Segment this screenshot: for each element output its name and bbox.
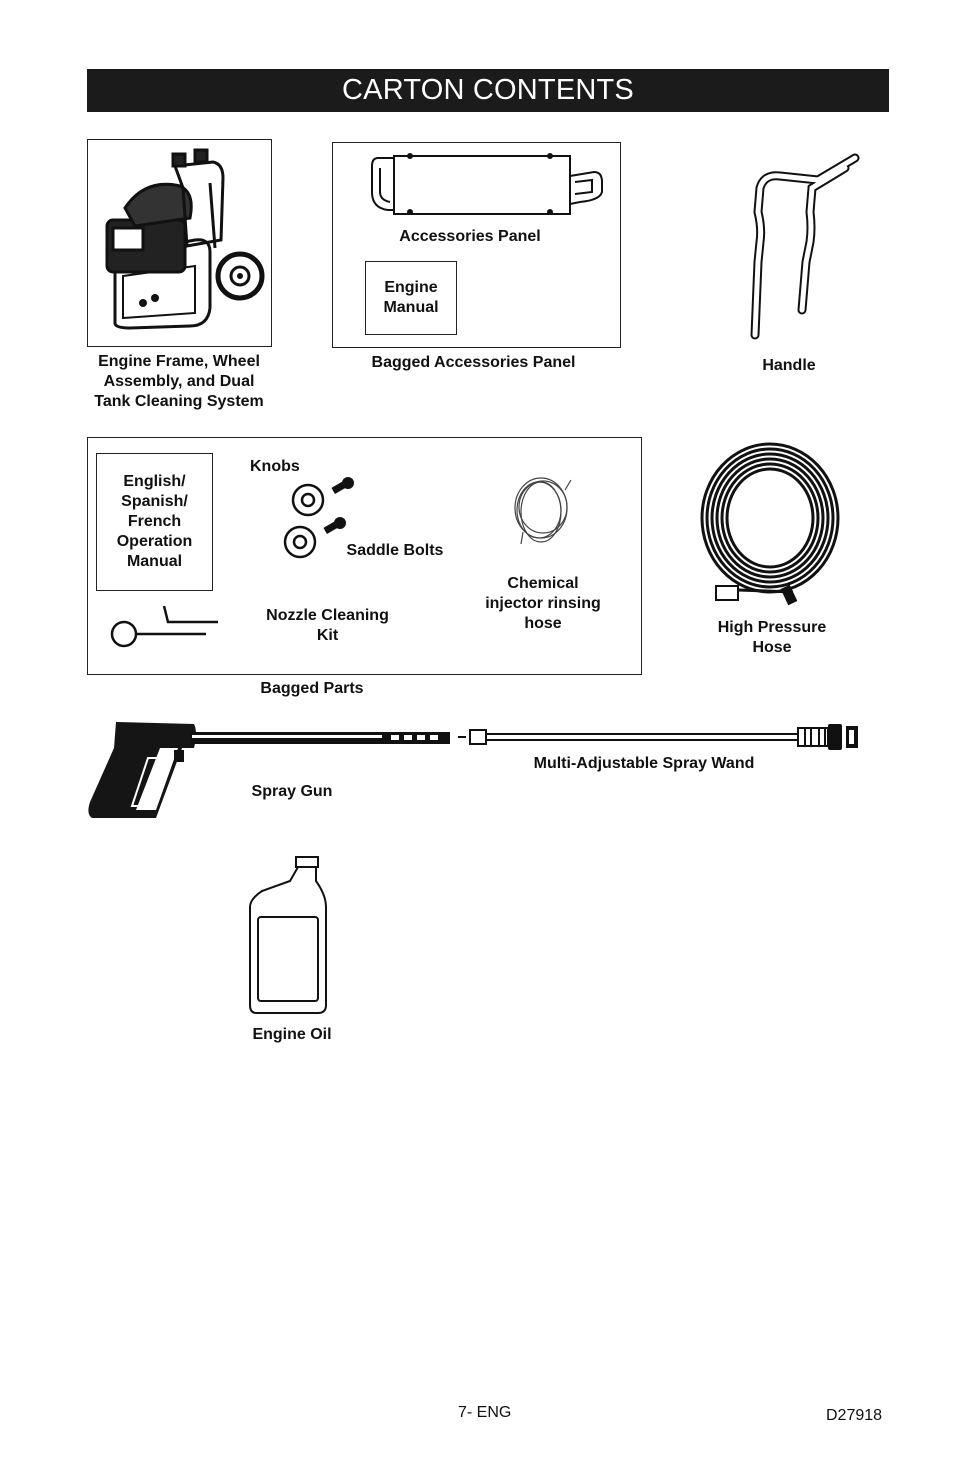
handle-illustration (740, 150, 865, 342)
bagged-parts-label: Bagged Parts (260, 680, 364, 697)
engine-manual-label: Engine Manual (383, 279, 439, 316)
nozzle-kit-illustration (106, 604, 226, 650)
page-title: CARTON CONTENTS (342, 74, 634, 106)
spray-gun-illustration (86, 718, 456, 822)
saddle-bolts-label: Saddle Bolts (346, 542, 444, 559)
chemical-hose-illustration (505, 472, 577, 550)
page-title-banner (87, 69, 889, 112)
spray-gun-label: Spray Gun (251, 783, 333, 800)
engine-manual-box (365, 261, 457, 335)
handle-label: Handle (762, 357, 816, 374)
high-pressure-hose-label: High Pressure Hose (717, 619, 827, 656)
spray-wand-illustration (458, 720, 863, 756)
bagged-accessories-panel-label: Bagged Accessories Panel (371, 354, 576, 371)
accessories-panel-label: Accessories Panel (399, 228, 541, 245)
engine-oil-label: Engine Oil (252, 1026, 332, 1043)
accessories-panel-illustration (370, 152, 605, 216)
operation-manual-box (96, 453, 213, 591)
operation-manual-label: English/ Spanish/ French Operation Manual (116, 473, 193, 570)
chemical-hose-label: Chemical injector rinsing hose (485, 575, 601, 632)
engine-frame-label: Engine Frame, Wheel Assembly, and Dual Tank Cleaning System (94, 353, 264, 410)
engine-frame-illustration (95, 148, 265, 340)
knobs-label: Knobs (250, 458, 300, 475)
nozzle-kit-label: Nozzle Cleaning Kit (266, 607, 389, 644)
engine-oil-illustration (248, 855, 328, 1015)
document-code: D27918 (826, 1407, 883, 1424)
high-pressure-hose-illustration (698, 440, 843, 610)
page-number: 7- ENG (458, 1404, 512, 1421)
spray-wand-label: Multi-Adjustable Spray Wand (533, 755, 755, 772)
